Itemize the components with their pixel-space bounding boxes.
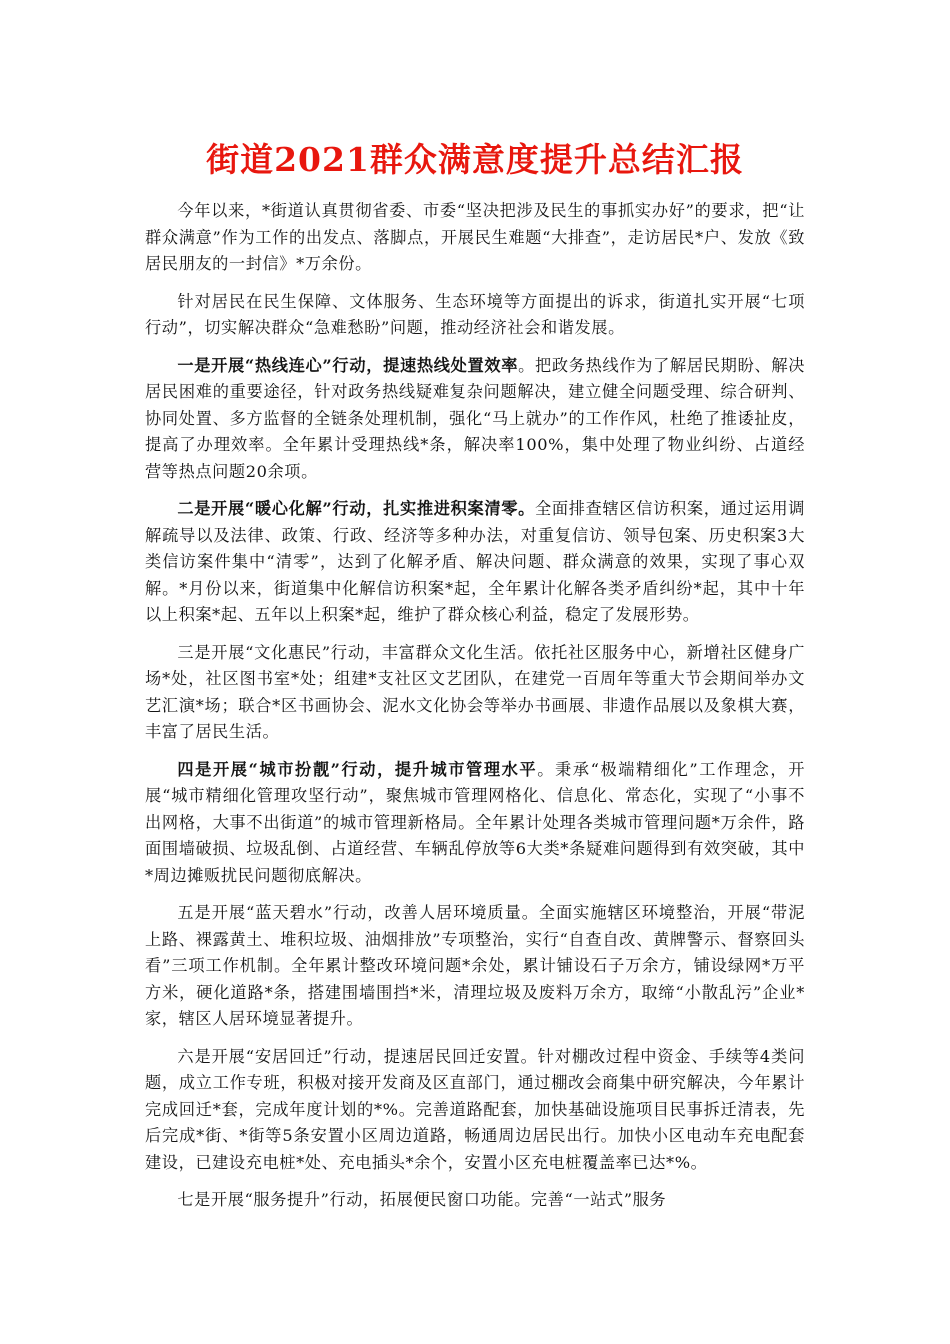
paragraph-action-3: [145, 640, 805, 746]
paragraph-text: 。把政务热线作为了解居民期盼、解决居民困难的重要途径，针对政务热线疑难复杂问题解决，建立健全问题受理、综合研判、协同处置、多方监督的全链条处理机制，强化“马上就办”的工作作风，杜绝了推诿扯皮，提高了办理效率。全年累计受理热线*条，解决率100%，集中处理了物业纠纷、占道经营等热点问题20余项。: [145, 355, 805, 481]
paragraph-text: 七是开展“服务提升”行动，拓展便民窗口功能。完善“一站式”服务: [177, 1190, 667, 1209]
paragraph-action-7: [145, 1187, 805, 1214]
paragraph-text: 全面排查辖区信访积案，通过运用调解疏导以及法律、政策、行政、经济等多种办法，对重复信访、领导包案、历史积案3大类信访案件集中“清零”，达到了化解矛盾、解决问题、群众满意的效果，实现了事心双解。*月份以来，街道集中化解信访积案*起，全年累计化解各类矛盾纠纷*起，其中十年以上积案*起、五年以上积案*起，维护了群众核心利益，稳定了发展形势。: [145, 499, 805, 624]
paragraph-lead: 四是开展“城市扮靓”行动，提升城市管理水平: [177, 759, 538, 779]
paragraph-text: 五是开展“蓝天碧水”行动，改善人居环境质量。全面实施辖区环境整治，开展“带泥上路、裸露黄土、堆积垃圾、油烟排放”专项整治，实行“自查自改、黄牌警示、督察回头看”三项工作机制。全年累计整改环境问题*余处，累计铺设石子万余方，铺设绿网*万平方米，硬化道路*条，搭建围墙围挡*米，清理垃圾及废料万余方，取缔“小散乱污”企业*家，辖区人居环境显著提升。: [145, 903, 805, 1028]
document-title: 街道2021群众满意度提升总结汇报: [206, 140, 744, 179]
paragraph-text: 今年以来，*街道认真贯彻省委、市委“坚决把涉及民生的事抓实办好”的要求，把“让群众满意”作为工作的出发点、落脚点，开展民生难题“大排查”，走访居民*户、发放《致居民朋友的一封信》*万余份。: [145, 201, 805, 273]
paragraph-action-5: [145, 900, 805, 1033]
paragraph-text: 六是开展“安居回迁”行动，提速居民回迁安置。针对棚改过程中资金、手续等4类问题，成立工作专班，积极对接开发商及区直部门，通过棚改会商集中研究解决，今年累计完成回迁*套，完成年度计划的*%。完善道路配套，加快基础设施项目民事拆迁清表，先后完成*街、*街等5条安置小区周边道路，畅通周边居民出行。加快小区电动车充电配套建设，已建设充电桩*处、充电插头*余个，安置小区充电桩覆盖率已达*%。: [145, 1046, 805, 1172]
paragraph-lead: 二是开展“暖心化解”行动，扎实推进积案清零。: [177, 499, 535, 518]
paragraph-action-1: [145, 353, 805, 486]
paragraph-action-6: [145, 1044, 805, 1177]
paragraph-text: 三是开展“文化惠民”行动，丰富群众文化生活。依托社区服务中心，新增社区健身广场*处，社区图书室*处；组建*支社区文艺团队，在建党一百周年等重大节会期间举办文艺汇演*场；联合*区书画协会、泥水文化协会等举办书画展、非遗作品展以及象棋大赛，丰富了居民生活。: [145, 642, 805, 741]
document-page: [145, 132, 805, 1225]
paragraph-overview: [145, 289, 805, 342]
paragraph-lead: 一是开展“热线连心”行动，提速热线处置效率: [177, 355, 519, 375]
paragraph-text: 针对居民在民生保障、文体服务、生态环境等方面提出的诉求，街道扎实开展“七项行动”，切实解决群众“急难愁盼”问题，推动经济社会和谐发展。: [145, 291, 805, 337]
paragraph-intro: [145, 198, 805, 278]
paragraph-text: 。秉承“极端精细化”工作理念，开展“城市精细化管理攻坚行动”，聚焦城市管理网格化、信息化、常态化，实现了“小事不出网格，大事不出街道”的城市管理新格局。全年累计处理各类城市管理问题*万余件，路面围墙破损、垃圾乱倒、占道经营、车辆乱停放等6大类*条疑难问题得到有效突破，其中*周边摊贩扰民问题彻底解决。: [145, 759, 805, 885]
paragraph-action-2: [145, 496, 805, 629]
paragraph-action-4: [145, 757, 805, 890]
